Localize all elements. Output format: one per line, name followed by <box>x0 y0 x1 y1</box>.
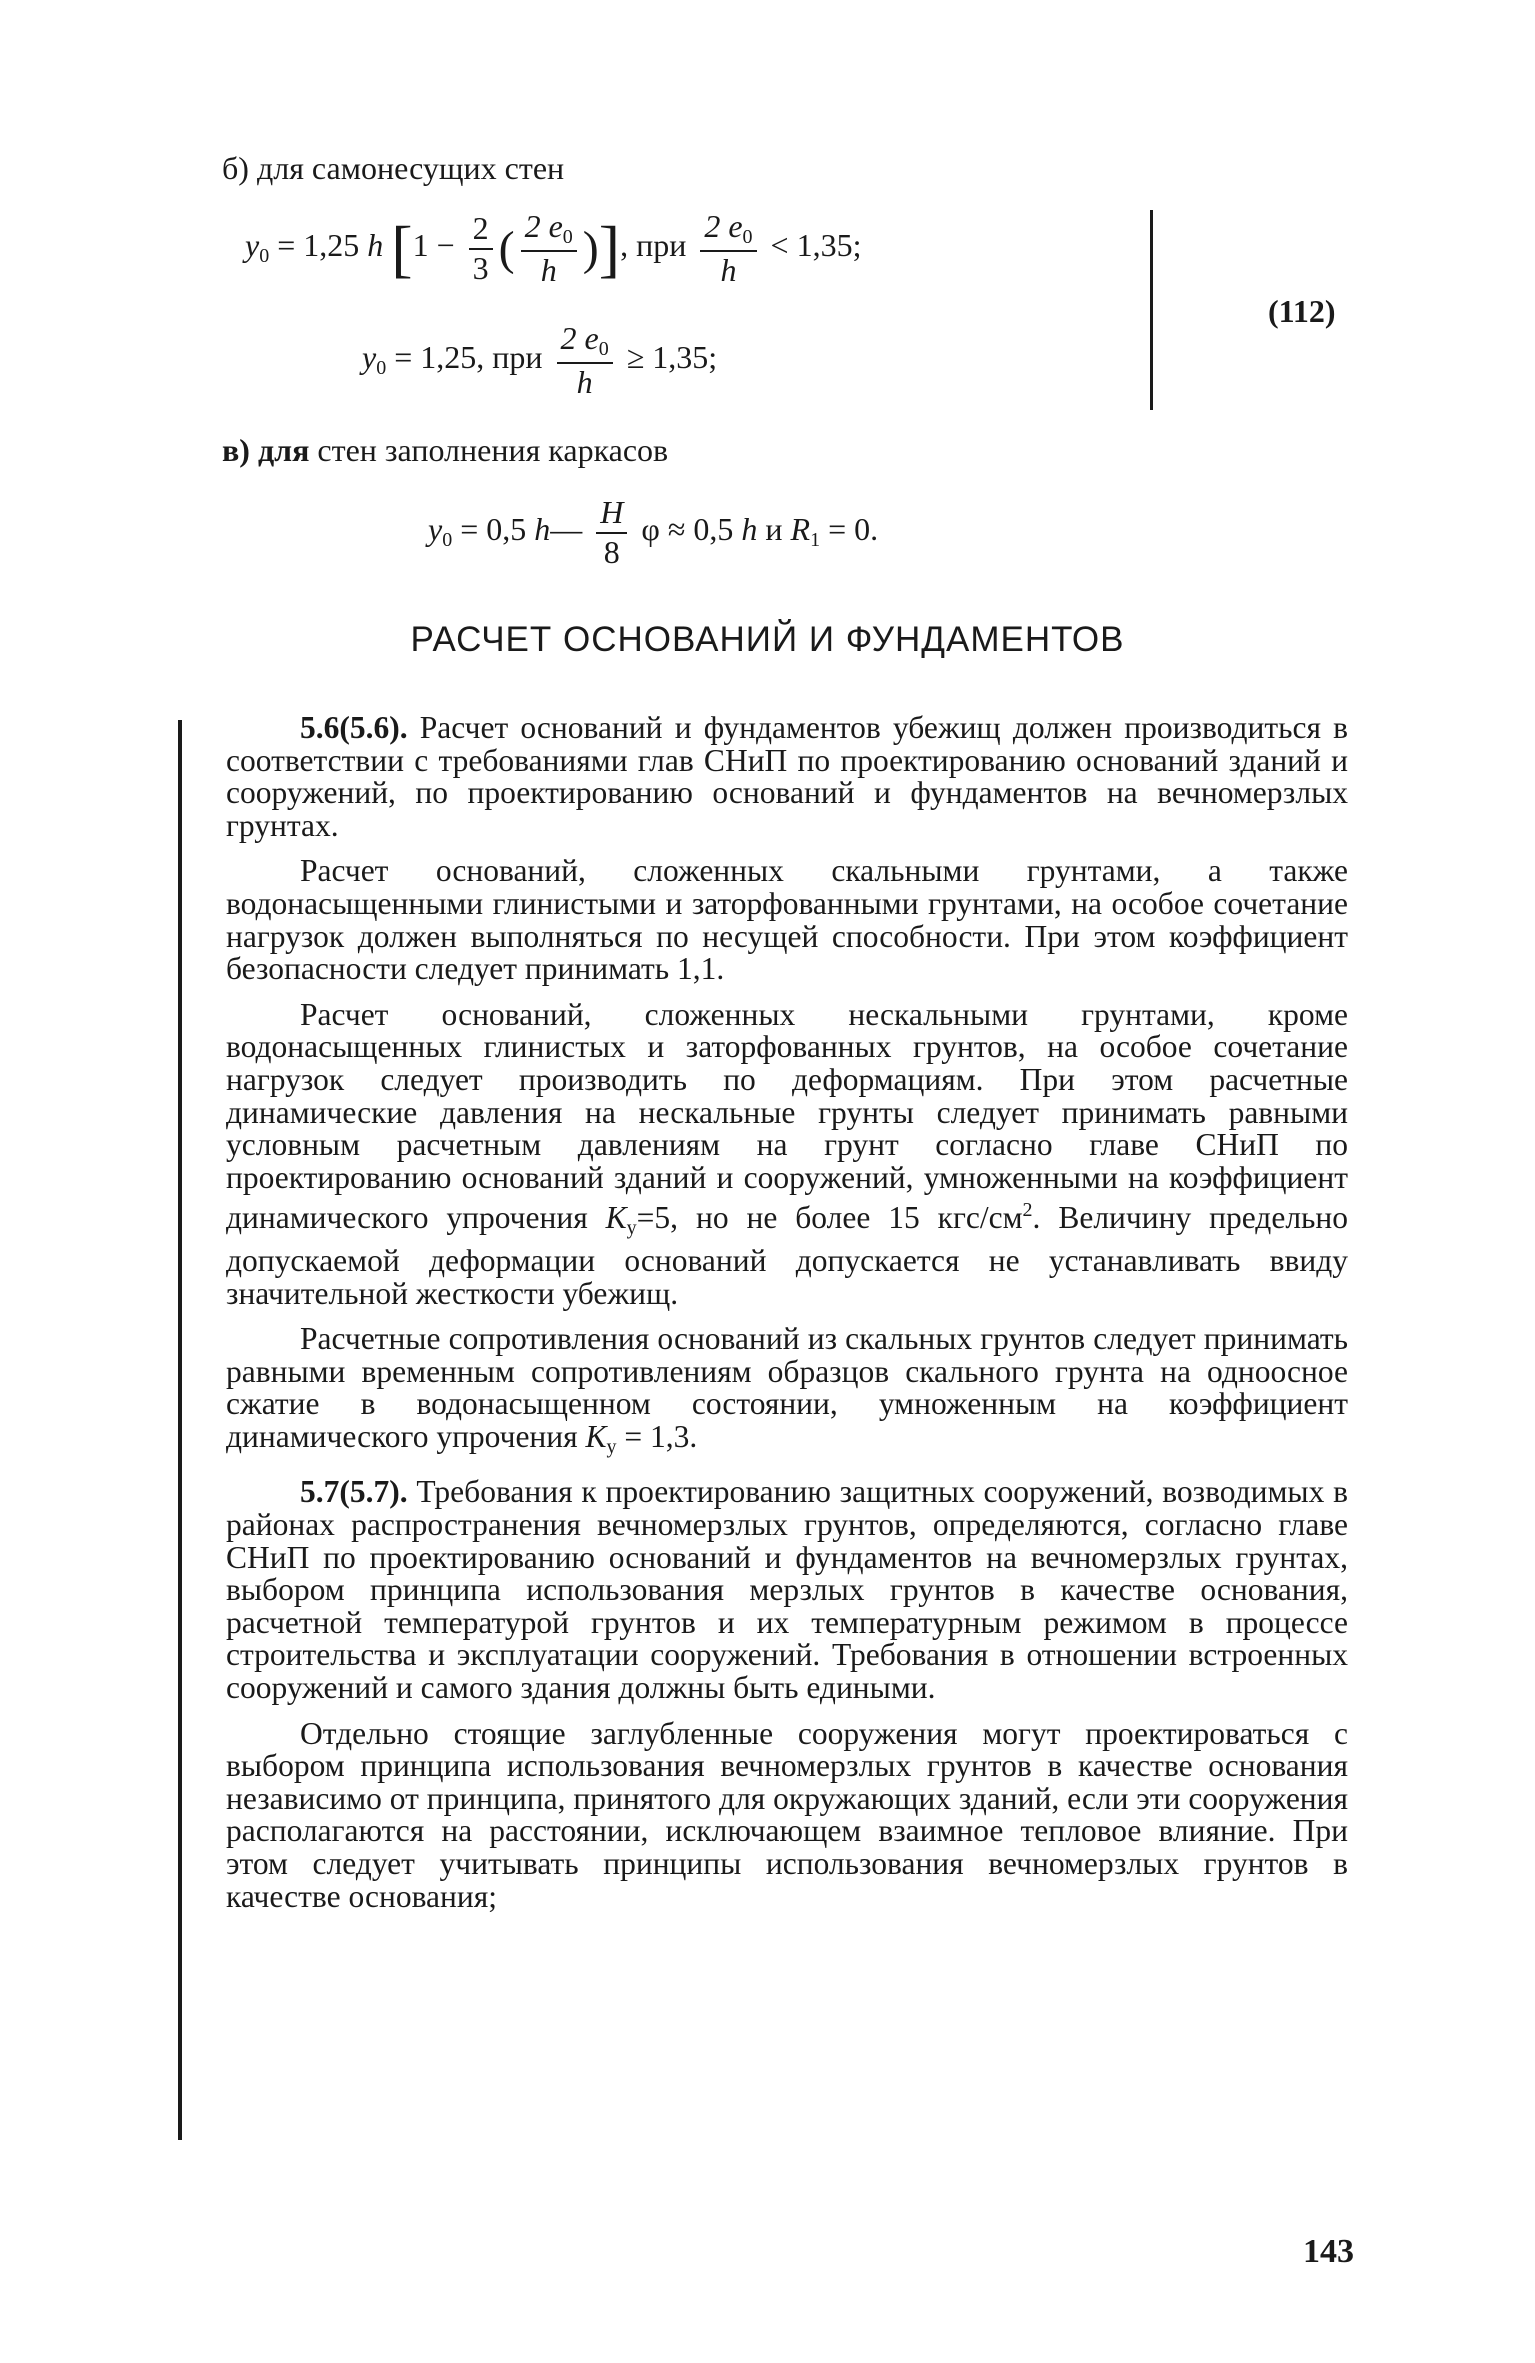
paragraph: Расчет оснований, сложенных нескальными грунтами, кроме водонасыщенных глинистых и заторфованных грунтов, на особое сочетание нагрузок следует производить по деформациям. При этом расчетные динамические давления на нескальные грунты следует принимать равными условным расчетным давлениям на грунт согласно главе СНиП по проектированию оснований зданий и сооружений, умноженными на коэффициент динамического упрочения $K_у=5$, но не более 15 кгс/$см^2$. Величину предельно допускаемой деформации оснований допускается не устанавливать ввиду значительной жесткости убежищ. <box>226 996 1349 1311</box>
paragraph: Расчетные сопротивления оснований из скальных грунтов следует принимать равными временным сопротивлениям образцов скального грунта на одноосное сжатие в водонасыщенном состоянии, умноженным на коэффициент динамического упрочения $K_у = 1,3$. <box>226 1321 1348 1458</box>
paragraph: Отдельно стоящие заглубленные сооружения могут проектироваться с выбором принципа использования вечномерзлых грунтов в качестве основания независимо от принципа, принятого для окружающих зданий, если эти сооружения располагаются на расстоянии, исключающем взаимное тепловое влияние. При этом следует учитывать принципы использования вечномерзлых грунтов в качестве основания; <box>226 1715 1349 1914</box>
formula-label-v: в) для стен заполнения каркасов <box>222 432 669 468</box>
paragraph: 5.6(5.6). Расчет оснований и фундаментов убежищ должен производиться в соответствии с требованиями глав СНиП по проектированию оснований зданий и сооружений, по проектированию оснований и фундаментов на вечномерзлых грунтах. <box>226 710 1348 843</box>
formula-eq1: $y_0 = 1,25$ h [1 − $\frac{2}{3}$ ( $\frac{2 e_0}{h}$ )], при $\frac{2 e_0}{h}$ < 1,35; <box>245 208 862 288</box>
fraction-condition-1: $\frac{2 e_0}{h}$ <box>700 210 756 288</box>
fraction-condition-2: $\frac{2 e_0}{h}$ <box>557 322 613 400</box>
page-number: 143 <box>1303 2233 1354 2270</box>
body-text <box>226 712 1348 1913</box>
paragraph: 5.7(5.7). Требования к проектированию защитных сооружений, возводимых в районах распространения вечномерзлых грунтов, определяются, согласно главе СНиП по проектированию оснований и фундаментов на вечномерзлых грунтах, выбором принципа использования мерзлых грунтов в качестве основания, расчетной температурой грунтов и их температурным режимом в процессе строительства и эксплуатации сооружений. Требования в отношении встроенных сооружений и самого здания должны быть едиными. <box>226 1474 1348 1706</box>
fraction-two-thirds: $\frac{2}{3}$ <box>469 212 493 285</box>
formula-eq3: $y_0 = 0,5$ h— $\frac{H}{8}$ φ ≈ 0,5 h и $R_1 = 0$. <box>428 494 879 570</box>
fraction-2e0-h: $\frac{2 e_0}{h}$ <box>521 210 577 288</box>
equation-number: (112) <box>1268 293 1336 329</box>
fraction-H-8: $\frac{H}{8}$ <box>596 496 627 569</box>
formula-eq2: $y_0 = 1,25$, при $\frac{2 e_0}{h}$ ≥ 1,35; <box>362 320 718 400</box>
formula-label-b: б) для самонесущих стен <box>222 150 565 186</box>
paragraph: Расчет оснований, сложенных скальными грунтами, а также водонасыщенными глинистыми и заторфованными грунтами, на особое сочетание нагрузок должен выполняться по несущей способности. При этом коэффициент безопасности следует принимать 1,1. <box>226 853 1348 987</box>
section-title: РАСЧЕТ ОСНОВАНИЙ И ФУНДАМЕНТОВ <box>410 620 1125 659</box>
equation-brace <box>1150 210 1173 410</box>
margin-rule <box>178 720 182 2140</box>
